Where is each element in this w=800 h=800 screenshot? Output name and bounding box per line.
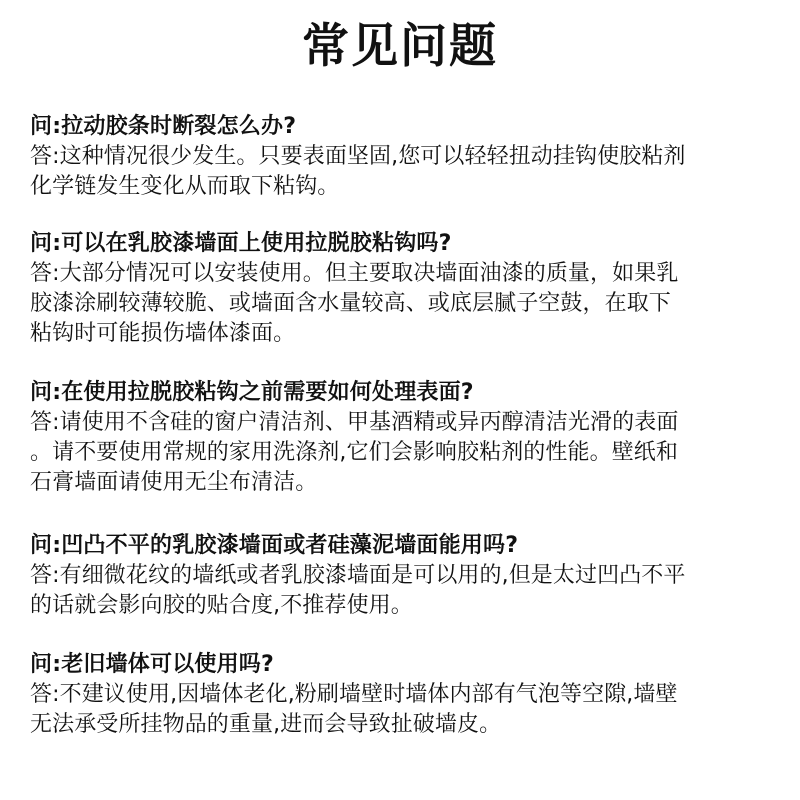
faq-answer <box>30 680 780 740</box>
faq-answer-line: 答:请使用不含硅的窗户清洁剂、甲基酒精或异丙醇清洁光滑的表面 <box>30 410 679 435</box>
faq-item <box>30 650 780 740</box>
faq-question: 问:老旧墙体可以使用吗? <box>30 652 274 677</box>
faq-question: 问:可以在乳胶漆墙面上使用拉脱胶粘钩吗? <box>30 231 452 256</box>
faq-answer-line: 化学链发生变化从而取下粘钩。 <box>30 174 340 199</box>
faq-answer-line: 石膏墙面请使用无尘布清洁。 <box>30 470 318 495</box>
faq-item <box>30 378 780 498</box>
faq-answer-line: 的话就会影向胶的贴合度,不推荐使用。 <box>30 593 413 618</box>
faq-answer-line: 粘钩时可能损伤墙体漆面。 <box>30 321 296 346</box>
faq-answer-line: 答:这种情况很少发生。只要表面坚固,您可以轻轻扭动挂钩使胶粘剂 <box>30 144 686 169</box>
faq-answer <box>30 142 780 202</box>
faq-item <box>30 531 780 621</box>
faq-answer-line: 无法承受所挂物品的重量,进而会导致扯破墙皮。 <box>30 712 502 737</box>
faq-answer-line: 胶漆涂刷较薄较脆、或墙面含水量较高、或底层腻子空鼓，在取下 <box>30 291 671 316</box>
faq-item <box>30 112 780 202</box>
faq-answer <box>30 561 780 621</box>
faq-question: 问:凹凸不平的乳胶漆墙面或者硅藻泥墙面能用吗? <box>30 533 519 558</box>
faq-answer <box>30 408 780 498</box>
faq-answer <box>30 259 780 349</box>
faq-answer-line: 答:不建议使用,因墙体老化,粉刷墙壁时墙体内部有气泡等空隙,墙壁 <box>30 682 678 707</box>
faq-answer-line: 答:有细微花纹的墙纸或者乳胶漆墙面是可以用的,但是太过凹凸不平 <box>30 563 686 588</box>
faq-answer-line: 。请不要使用常规的家用洗涤剂,它们会影响胶粘剂的性能。壁纸和 <box>30 440 678 465</box>
page-title: 常见问题 <box>302 19 498 74</box>
faq-answer-line: 答:大部分情况可以安装使用。但主要取决墙面油漆的质量，如果乳 <box>30 261 679 286</box>
faq-question: 问:在使用拉脱胶粘钩之前需要如何处理表面? <box>30 380 474 405</box>
faq-item <box>30 229 780 349</box>
faq-question: 问:拉动胶条时断裂怎么办? <box>30 114 297 139</box>
